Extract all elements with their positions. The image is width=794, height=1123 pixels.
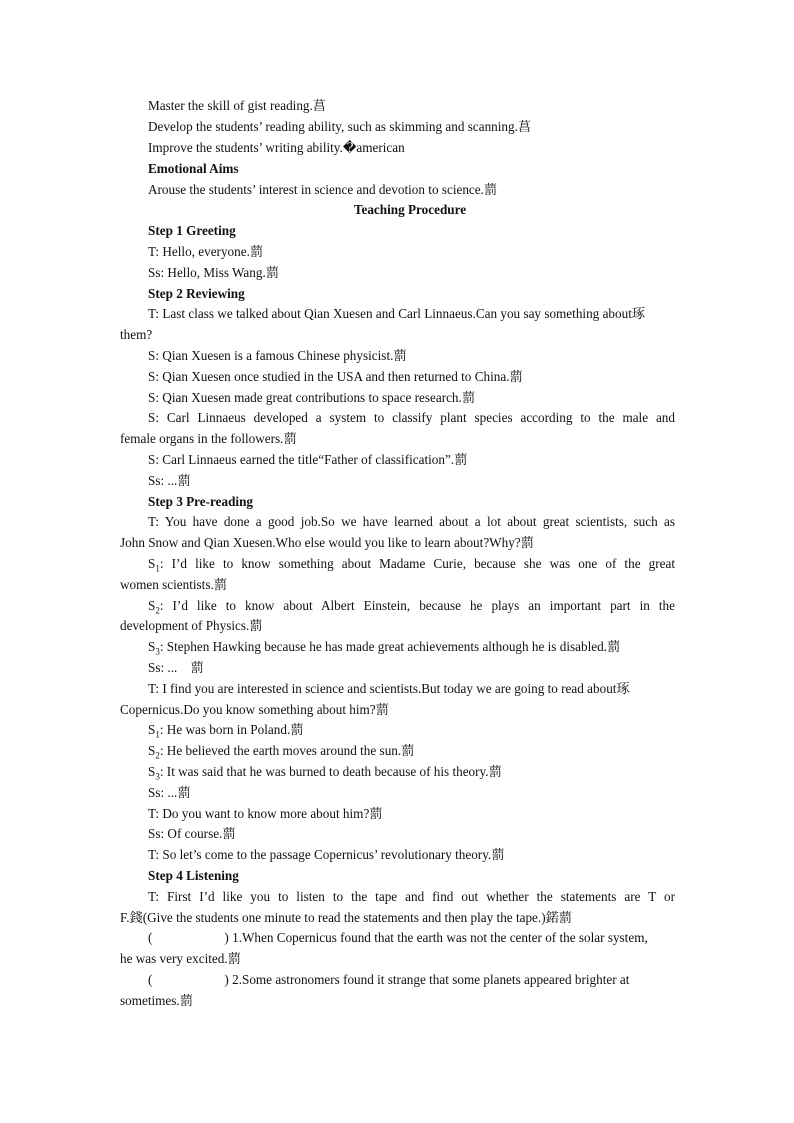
dialogue-line: T: First I’d like you to listen to the tape and find out whether the statements are T or bbox=[148, 889, 675, 904]
dialogue-line: T: Hello, everyone.藅 bbox=[148, 244, 264, 259]
dialogue-line bbox=[148, 639, 620, 655]
speaker-number: 2 bbox=[155, 605, 160, 616]
dialogue-line bbox=[148, 598, 675, 614]
dialogue-text: : He believed the earth moves around the sun.藅 bbox=[159, 743, 415, 758]
statement-continued: sometimes.藅 bbox=[120, 993, 193, 1008]
dialogue-line: S: Carl Linnaeus earned the title“Father of classification”.藅 bbox=[148, 452, 468, 467]
dialogue-line bbox=[148, 764, 502, 780]
speaker-number: 3 bbox=[155, 646, 160, 657]
aim-writing-ability: Improve the students’ writing ability.�american bbox=[148, 140, 405, 155]
dialogue-line bbox=[148, 556, 675, 572]
speaker-number: 1 bbox=[155, 563, 160, 574]
aim-reading-ability: Develop the students’ reading ability, such as skimming and scanning.菖 bbox=[148, 119, 532, 134]
dialogue-line-continued: female organs in the followers.藅 bbox=[120, 431, 297, 446]
dialogue-line-continued: Copernicus.Do you know something about him?藅 bbox=[120, 702, 389, 717]
dialogue-line-continued: development of Physics.藅 bbox=[120, 618, 263, 633]
dialogue-line bbox=[148, 722, 303, 738]
step-3-heading: Step 3 Pre-reading bbox=[148, 494, 254, 509]
emotional-aims-heading: Emotional Aims bbox=[148, 161, 239, 176]
teaching-procedure-title: Teaching Procedure bbox=[353, 202, 467, 217]
statement-1 bbox=[148, 930, 675, 946]
dialogue-text: : Stephen Hawking because he has made great achievements although he is disabled.藅 bbox=[159, 639, 621, 654]
step-2-heading: Step 2 Reviewing bbox=[148, 286, 245, 301]
dialogue-line: Ss: Of course.藅 bbox=[148, 826, 236, 841]
dialogue-line: T: So let’s come to the passage Copernicus’ revolutionary theory.藅 bbox=[148, 847, 505, 862]
answer-bracket-open: ( bbox=[148, 930, 153, 945]
speaker-number: 2 bbox=[155, 750, 160, 761]
aim-gist-reading: Master the skill of gist reading.菖 bbox=[148, 98, 326, 113]
dialogue-line: S: Carl Linnaeus developed a system to classify plant species according to the male and bbox=[148, 410, 675, 425]
speaker-label: S bbox=[148, 639, 156, 654]
speaker-label: S bbox=[148, 556, 156, 571]
dialogue-text: : I’d like to know something about Madame Curie, because she was one of the great bbox=[159, 556, 675, 571]
speaker-label: S bbox=[148, 598, 156, 613]
speaker-number: 3 bbox=[155, 771, 160, 782]
dialogue-line-continued: John Snow and Qian Xuesen.Who else would you like to learn about?Why?藅 bbox=[120, 535, 534, 550]
dialogue-line: Ss: ...藅 bbox=[148, 473, 191, 488]
dialogue-line: T: Last class we talked about Qian Xuesen and Carl Linnaeus.Can you say something about琢 bbox=[148, 306, 646, 321]
dialogue-line: S: Qian Xuesen made great contributions to space research.藅 bbox=[148, 390, 476, 405]
dialogue-line: S: Qian Xuesen is a famous Chinese physicist.藅 bbox=[148, 348, 407, 363]
dialogue-line-continued: them? bbox=[120, 327, 153, 342]
dialogue-line-continued: women scientists.藅 bbox=[120, 577, 227, 592]
answer-blank-1[interactable] bbox=[152, 930, 224, 946]
dialogue-text: : I’d like to know about Albert Einstein, because he plays an important part in the bbox=[159, 598, 675, 613]
answer-blank-2[interactable] bbox=[152, 972, 224, 988]
dialogue-line: T: I find you are interested in science and scientists.But today we are going to read about琢 bbox=[148, 681, 630, 696]
speaker-label: S bbox=[148, 743, 156, 758]
dialogue-line-continued: F.錢(Give the students one minute to read the statements and then play the tape.)鍩藅 bbox=[120, 910, 572, 925]
speaker-number: 1 bbox=[155, 729, 160, 740]
statement-text: ) 1.When Copernicus found that the earth was not the center of the solar system, bbox=[224, 930, 648, 945]
step-4-heading: Step 4 Listening bbox=[148, 868, 239, 883]
dialogue-line: Ss: ... 藅 bbox=[148, 660, 204, 675]
dialogue-line: Ss: ...藅 bbox=[148, 785, 191, 800]
aim-arouse-interest: Arouse the students’ interest in science and devotion to science.藅 bbox=[148, 182, 498, 197]
speaker-label: S bbox=[148, 764, 156, 779]
dialogue-line: Ss: Hello, Miss Wang.藅 bbox=[148, 265, 279, 280]
dialogue-line bbox=[148, 743, 414, 759]
statement-2 bbox=[148, 972, 675, 988]
dialogue-text: : It was said that he was burned to death because of his theory.藅 bbox=[159, 764, 502, 779]
answer-bracket-open: ( bbox=[148, 972, 153, 987]
statement-text: ) 2.Some astronomers found it strange that some planets appeared brighter at bbox=[224, 972, 630, 987]
dialogue-text: : He was born in Poland.藅 bbox=[159, 722, 304, 737]
dialogue-line: T: Do you want to know more about him?藅 bbox=[148, 806, 383, 821]
statement-continued: he was very excited.藅 bbox=[120, 951, 241, 966]
speaker-label: S bbox=[148, 722, 156, 737]
dialogue-line: S: Qian Xuesen once studied in the USA and then returned to China.藅 bbox=[148, 369, 523, 384]
step-1-heading: Step 1 Greeting bbox=[148, 223, 236, 238]
dialogue-line: T: You have done a good job.So we have learned about a lot about great scientists, such as bbox=[148, 514, 675, 529]
